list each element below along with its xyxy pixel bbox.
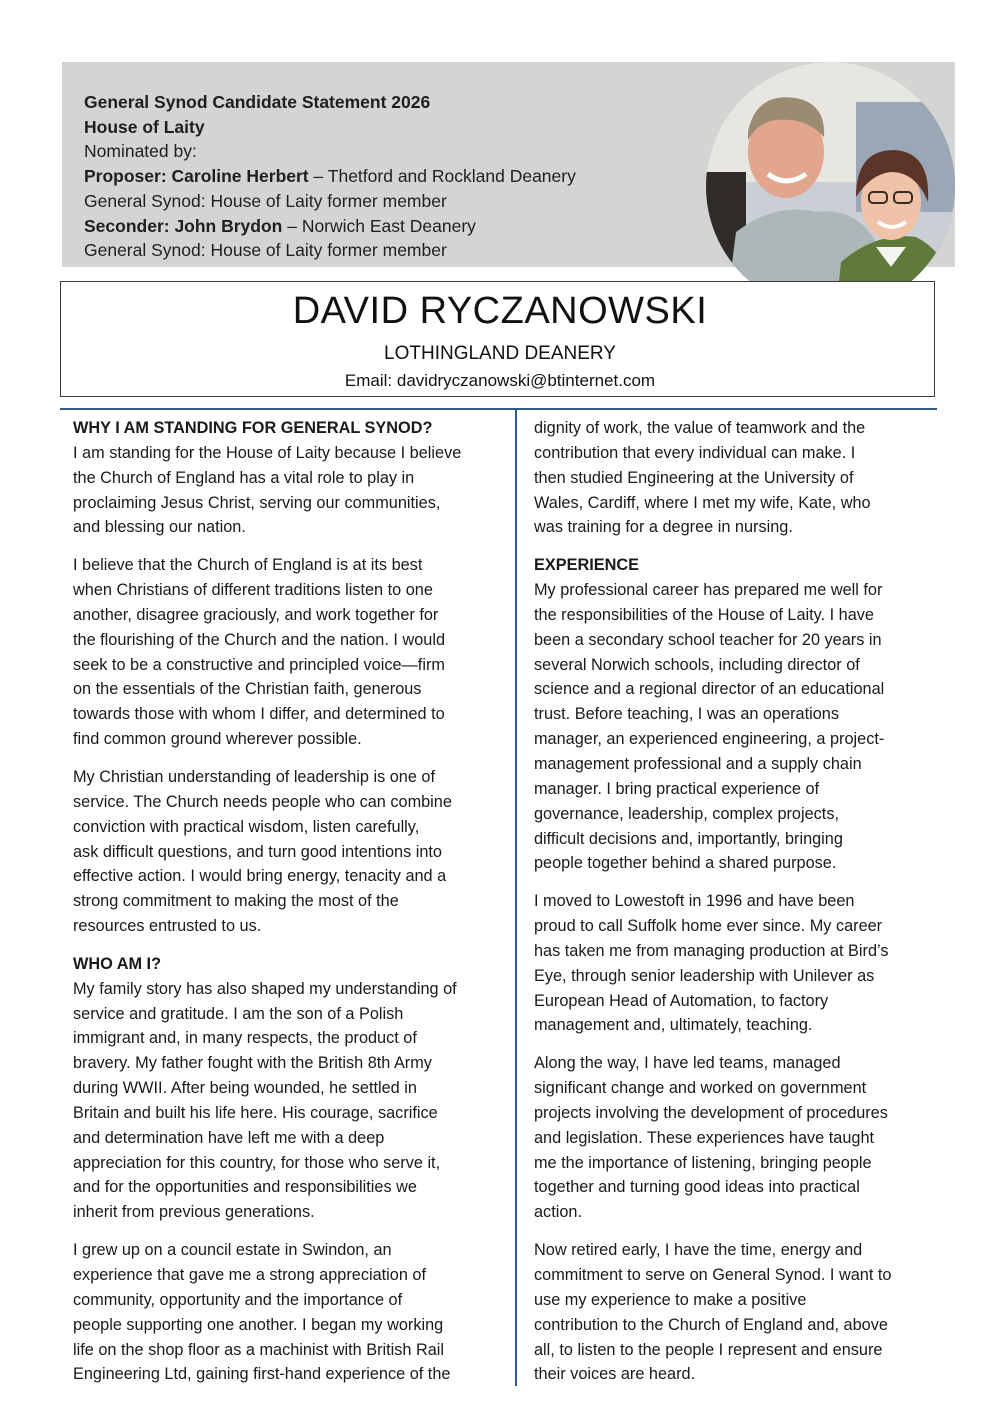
text-line: people together behind a shared purpose. (534, 854, 837, 873)
text-line: My professional career has prepared me well for (534, 581, 883, 600)
right-column (534, 416, 934, 1387)
house-label: House of Laity (84, 116, 205, 137)
proposer-name: Proposer: Caroline Herbert (84, 166, 309, 187)
text-line: ask difficult questions, and turn good intentions into (73, 842, 442, 861)
text-line: the Church of England has a vital role to play in (73, 468, 415, 487)
text-line: Along the way, I have led teams, managed (534, 1054, 841, 1073)
seconder-note: General Synod: House of Laity former member (84, 240, 447, 261)
text-line: My family story has also shaped my understanding of (73, 979, 457, 998)
candidate-photo (706, 62, 955, 311)
text-line: proud to call Suffolk home ever since. My career (534, 917, 883, 936)
text-line: seek to be a constructive and principled voice—firm (73, 655, 445, 674)
text-line: me the importance of listening, bringing people (534, 1153, 872, 1172)
horizontal-divider (60, 408, 937, 410)
proposer-line (84, 164, 576, 189)
text-line: action. (534, 1203, 582, 1222)
text-line: the responsibilities of the House of Laity. I have (534, 605, 874, 624)
text-line: and for the opportunities and responsibilities we (73, 1178, 417, 1197)
text-line: immigrant and, in many respects, the product of (73, 1029, 417, 1048)
text-line: was training for a degree in nursing. (534, 518, 793, 537)
text-line: service. The Church needs people who can combine (73, 792, 452, 811)
paragraph-who-2 (73, 1238, 513, 1387)
text-line: Now retired early, I have the time, energy and (534, 1241, 863, 1260)
text-line: life on the shop floor as a machinist with British Rail (73, 1340, 445, 1359)
text-line: has taken me from managing production at Bird’s (534, 941, 889, 960)
text-line: together and turning good ideas into practical (534, 1178, 860, 1197)
text-line: inherit from previous generations. (73, 1203, 315, 1222)
text-line: then studied Engineering at the University of (534, 468, 854, 487)
heading-who-am-i: WHO AM I? (73, 954, 162, 973)
text-line: the flourishing of the Church and the nation. I would (73, 630, 445, 649)
text-line: several Norwich schools, including director of (534, 655, 860, 674)
text-line: management professional and a supply chain (534, 754, 862, 773)
paragraph-why-1 (73, 441, 513, 540)
text-line: towards those with whom I differ, and determined to (73, 705, 445, 724)
text-line: strong commitment to making the most of the (73, 892, 399, 911)
text-line: dignity of work, the value of teamwork and the (534, 419, 866, 437)
text-line: governance, leadership, complex projects, (534, 804, 839, 823)
text-line: management and, ultimately, teaching. (534, 1016, 813, 1035)
text-line: on the essentials of the Christian faith, generous (73, 680, 422, 699)
text-line: manager. I bring practical experience of (534, 779, 820, 798)
text-line: commitment to serve on General Synod. I want to (534, 1266, 892, 1284)
text-line: I grew up on a council estate in Swindon, an (73, 1241, 392, 1260)
left-column (73, 416, 513, 1387)
candidate-name: DAVID RYCZANOWSKI (292, 290, 708, 332)
text-line: during WWII. After being wounded, he settled in (73, 1079, 417, 1098)
text-line: and blessing our nation. (73, 518, 246, 537)
text-line: appreciation for this country, for those who serve it, (73, 1153, 441, 1172)
text-line: another, disagree graciously, and work together for (73, 605, 439, 624)
text-line: all, to listen to the people I represent and ensure (534, 1340, 883, 1359)
text-line: contribution to the Church of England and, above (534, 1315, 888, 1334)
text-line: bravery. My father fought with the British 8th Army (73, 1054, 432, 1073)
text-line: community, opportunity and the importance of (73, 1290, 403, 1309)
statement-title: General Synod Candidate Statement 2026 (84, 92, 431, 112)
text-line: Engineering Ltd, gaining first-hand experience of the (73, 1365, 451, 1384)
text-line: projects involving the development of procedures (534, 1103, 888, 1122)
text-line: when Christians of different traditions listen to one (73, 581, 433, 600)
text-line: proclaiming Jesus Christ, serving our communities, (73, 493, 441, 512)
text-line: My Christian understanding of leadership is one of (73, 767, 436, 786)
text-line: I believe that the Church of England is at its best (73, 556, 423, 575)
candidate-email: Email: davidryczanowski@btinternet.com (344, 371, 656, 390)
paragraph-experience-2 (534, 889, 934, 1038)
proposer-note: General Synod: House of Laity former member (84, 190, 447, 211)
column-divider (515, 410, 517, 1386)
text-line: effective action. I would bring energy, tenacity and a (73, 867, 447, 886)
heading-experience: EXPERIENCE (534, 556, 639, 575)
nomination-details (84, 90, 576, 263)
paragraph-experience-3 (534, 1051, 934, 1225)
text-line: service and gratitude. I am the son of a Polish (73, 1004, 404, 1023)
proposer-deanery: – Thetford and Rockland Deanery (308, 166, 576, 187)
text-line: Wales, Cardiff, where I met my wife, Kate, who (534, 493, 871, 512)
text-line: people supporting one another. I began my working (73, 1315, 444, 1334)
text-line: experience that gave me a strong appreciation of (73, 1266, 426, 1284)
paragraph-experience-1 (534, 578, 934, 876)
text-line: difficult decisions and, importantly, bringing (534, 829, 843, 848)
seconder-name: Seconder: John Brydon (84, 215, 283, 236)
heading-why-standing: WHY I AM STANDING FOR GENERAL SYNOD? (73, 419, 433, 437)
text-line: manager, an experienced engineering, a project- (534, 730, 885, 749)
text-line: Eye, through senior leadership with Unilever as (534, 966, 875, 985)
text-line: resources entrusted to us. (73, 917, 262, 936)
text-line: European Head of Automation, to factory (534, 991, 829, 1010)
text-line: science and a regional director of an educational (534, 680, 885, 699)
paragraph-who-2-continued (534, 416, 934, 540)
text-line: I am standing for the House of Laity because I believe (73, 443, 462, 462)
text-line: and legislation. These experiences have taught (534, 1128, 875, 1147)
paragraph-experience-4 (534, 1238, 934, 1387)
text-line: contribution that every individual can make. I (534, 443, 856, 462)
text-line: I moved to Lowestoft in 1996 and have been (534, 892, 855, 911)
candidate-deanery: LOTHINGLAND DEANERY (384, 343, 616, 364)
text-line: and determination have left me with a deep (73, 1128, 385, 1147)
paragraph-who-1 (73, 977, 513, 1225)
text-line: Britain and built his life here. His courage, sacrifice (73, 1103, 438, 1122)
text-line: find common ground wherever possible. (73, 730, 362, 749)
seconder-deanery: – Norwich East Deanery (282, 215, 476, 236)
text-line: trust. Before teaching, I was an operations (534, 705, 839, 724)
text-line: significant change and worked on government (534, 1079, 867, 1098)
text-line: their voices are heard. (534, 1365, 696, 1384)
nominated-by-label: Nominated by: (84, 141, 197, 162)
text-line: been a secondary school teacher for 20 years in (534, 630, 882, 649)
text-line: use my experience to make a positive (534, 1290, 807, 1309)
text-line: conviction with practical wisdom, listen carefully, (73, 817, 420, 836)
seconder-line (84, 214, 576, 239)
paragraph-why-3 (73, 765, 513, 939)
paragraph-why-2 (73, 553, 513, 752)
